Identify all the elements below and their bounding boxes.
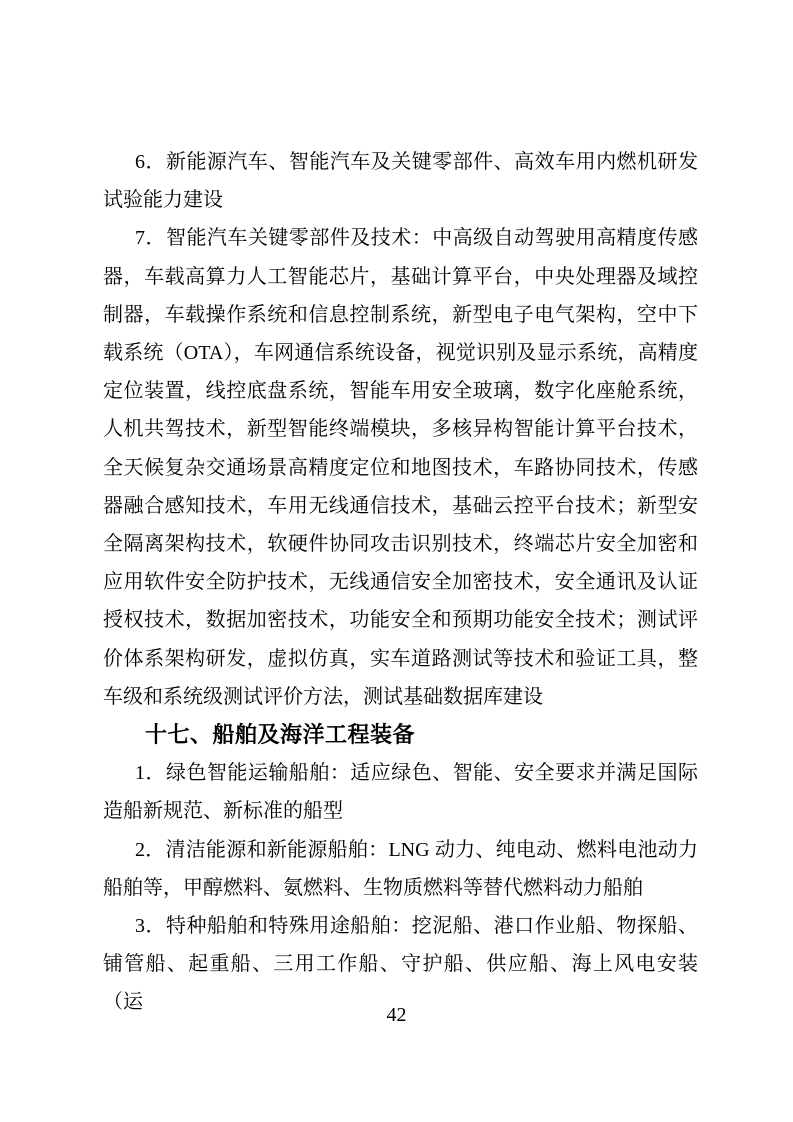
- section-heading: 十七、船舶及海洋工程装备: [145, 722, 416, 748]
- document-content: [103, 143, 698, 1022]
- body-paragraph: 1．绿色智能运输船舶：适应绿色、智能、安全要求并满足国际造船新规范、新标准的船型: [103, 762, 698, 823]
- page-number: 42: [386, 1004, 407, 1026]
- body-paragraph: 3．特种船舶和特殊用途船舶：挖泥船、港口作业船、物探船、铺管船、起重船、三用工作船、守护船、供应船、海上风电安装（运: [103, 915, 698, 1014]
- body-paragraph: 7．智能汽车关键零部件及技术：中高级自动驾驶用高精度传感器，车载高算力人工智能芯片，基础计算平台，中央处理器及域控制器，车载操作系统和信息控制系统，新型电子电气架构，空中下载系统（OTA），车网通信系统设备，视觉识别及显示系统，高精度定位装置，线控底盘系统，智能车用安全玻璃，数字化座舱系统，人机共驾技术，新型智能终端模块，多核异构智能计算平台技术，全天候复杂交通场景高精度定位和地图技术，车路协同技术，传感器融合感知技术，车用无线通信技术，基础云控平台技术；新型安全隔离架构技术，软硬件协同攻击识别技术，终端芯片安全加密和应用软件安全防护技术，无线通信安全加密技术，安全通讯及认证授权技术，数据加密技术，功能安全和预期功能安全技术；测试评价体系架构研发，虚拟仿真，实车道路测试等技术和验证工具，整车级和系统级测试评价方法，测试基础数据库建设: [103, 227, 698, 708]
- body-paragraph: 2．清洁能源和新能源船舶：LNG 动力、纯电动、燃料电池动力船舶等，甲醇燃料、氨燃料、生物质燃料等替代燃料动力船舶: [103, 838, 698, 899]
- body-paragraph: 6．新能源汽车、智能汽车及关键零部件、高效车用内燃机研发试验能力建设: [103, 151, 698, 212]
